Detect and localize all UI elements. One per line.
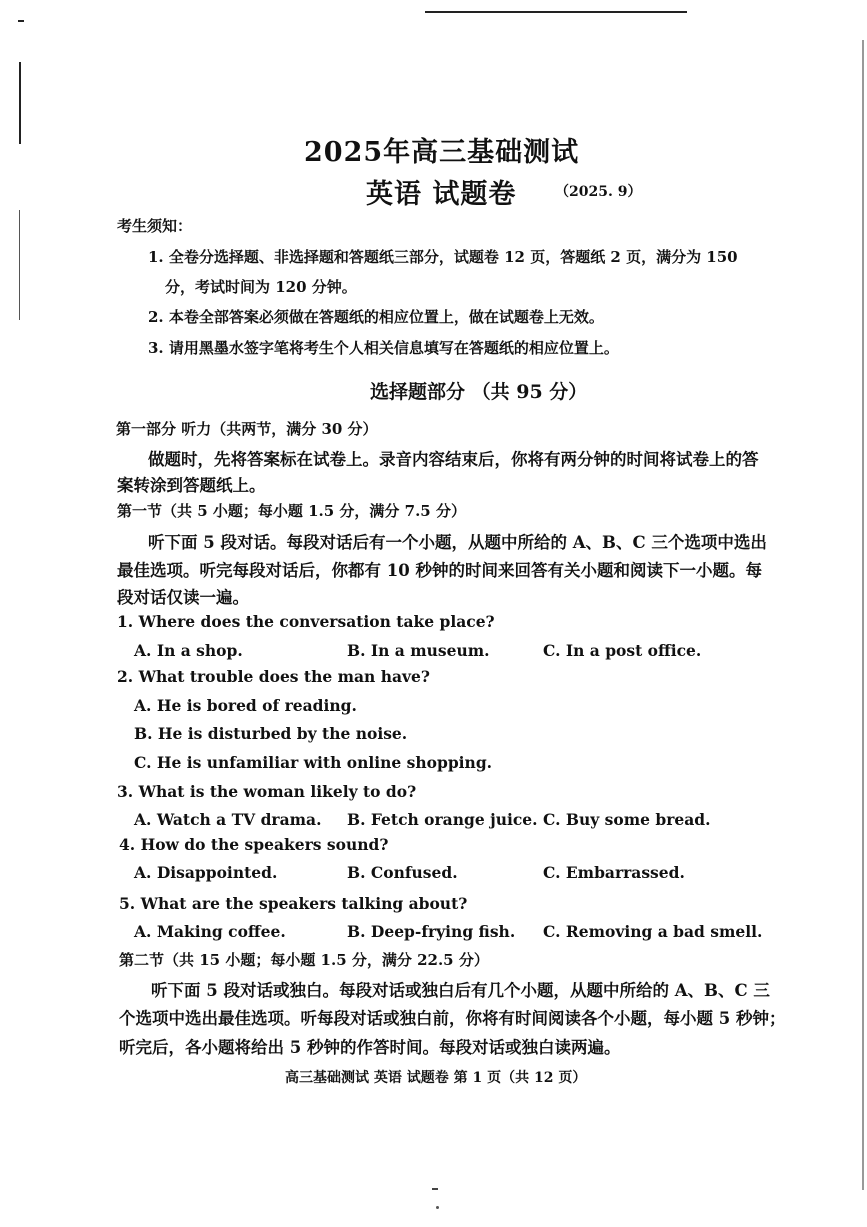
sec2-heading: 第二节（共 15 小题；每小题 1.5 分，满分 22.5 分） bbox=[119, 951, 489, 969]
sec2-intro: 个选项中选出最佳选项。听每段对话或独白前，你将有时间阅读各个小题，每小题 5 秒钟； bbox=[119, 1009, 786, 1028]
q1-option-b: B. In a museum. bbox=[347, 641, 490, 660]
sec1-heading: 第一节（共 5 小题；每小题 1.5 分，满分 7.5 分） bbox=[117, 502, 466, 520]
sec1-intro: 听下面 5 段对话。每段对话后有一个小题，从题中所给的 A、B、C 三个选项中选出 bbox=[148, 533, 767, 552]
q3-option-a: A. Watch a TV drama. bbox=[134, 810, 322, 829]
notice-item: 1. 全卷分选择题、非选择题和答题纸三部分，试题卷 12 页，答题纸 2 页，满分为 150 bbox=[148, 248, 738, 266]
scan-speck bbox=[432, 1188, 438, 1190]
question-1: 1. Where does the conversation take place? bbox=[117, 612, 495, 631]
q2-option-b: B. He is disturbed by the noise. bbox=[134, 724, 408, 743]
exam-title: 2025年高三基础测试 bbox=[304, 137, 580, 168]
q4-option-a: A. Disappointed. bbox=[134, 863, 278, 882]
notice-item: 2. 本卷全部答案必须做在答题纸的相应位置上，做在试题卷上无效。 bbox=[148, 308, 604, 326]
page-footer: 高三基础测试 英语 试题卷 第 1 页（共 12 页） bbox=[285, 1070, 587, 1086]
q3-option-b: B. Fetch orange juice. bbox=[347, 810, 538, 829]
sec2-intro: 听完后，各小题将给出 5 秒钟的作答时间。每段对话或独白读两遍。 bbox=[119, 1038, 621, 1057]
sec1-intro: 段对话仅读一遍。 bbox=[117, 588, 249, 607]
q2-option-c: C. He is unfamiliar with online shopping. bbox=[134, 753, 493, 772]
q1-option-c: C. In a post office. bbox=[543, 641, 702, 660]
scan-right-edge bbox=[862, 40, 864, 1190]
q4-option-b: B. Confused. bbox=[347, 863, 458, 882]
notice-item: 3. 请用黑墨水签字笔将考生个人相关信息填写在答题纸的相应位置上。 bbox=[148, 339, 619, 357]
question-3: 3. What is the woman likely to do? bbox=[117, 782, 417, 801]
q4-option-c: C. Embarrassed. bbox=[543, 863, 685, 882]
part1-heading: 第一部分 听力（共两节，满分 30 分） bbox=[116, 420, 378, 438]
exam-date: （2025. 9） bbox=[555, 184, 642, 200]
q1-option-a: A. In a shop. bbox=[134, 641, 243, 660]
q5-option-a: A. Making coffee. bbox=[134, 922, 286, 941]
notice-item: 分，考试时间为 120 分钟。 bbox=[165, 278, 357, 296]
sec1-intro: 最佳选项。听完每段对话后，你都有 10 秒钟的时间来回答有关小题和阅读下一小题。每 bbox=[117, 561, 762, 580]
scan-margin-mark bbox=[18, 20, 24, 22]
sec2-intro: 听下面 5 段对话或独白。每段对话或独白后有几个小题，从题中所给的 A、B、C 三 bbox=[151, 981, 770, 1000]
q3-option-c: C. Buy some bread. bbox=[543, 810, 711, 829]
part1-intro: 案转涂到答题纸上。 bbox=[117, 476, 266, 495]
scan-margin-line bbox=[19, 210, 20, 320]
exam-subject: 英语 试题卷 bbox=[366, 179, 517, 210]
question-2: 2. What trouble does the man have? bbox=[117, 667, 430, 686]
scan-margin-line bbox=[19, 62, 21, 144]
question-4: 4. How do the speakers sound? bbox=[119, 835, 389, 854]
q2-option-a: A. He is bored of reading. bbox=[134, 696, 357, 715]
notice-heading: 考生须知： bbox=[117, 217, 193, 235]
scan-edge-line bbox=[425, 11, 687, 13]
question-5: 5. What are the speakers talking about? bbox=[119, 894, 468, 913]
q5-option-b: B. Deep-frying fish. bbox=[347, 922, 516, 941]
scan-speck bbox=[436, 1206, 439, 1209]
section-title: 选择题部分 （共 95 分） bbox=[370, 381, 588, 403]
q5-option-c: C. Removing a bad smell. bbox=[543, 922, 763, 941]
part1-intro: 做题时，先将答案标在试卷上。录音内容结束后，你将有两分钟的时间将试卷上的答 bbox=[148, 450, 759, 469]
